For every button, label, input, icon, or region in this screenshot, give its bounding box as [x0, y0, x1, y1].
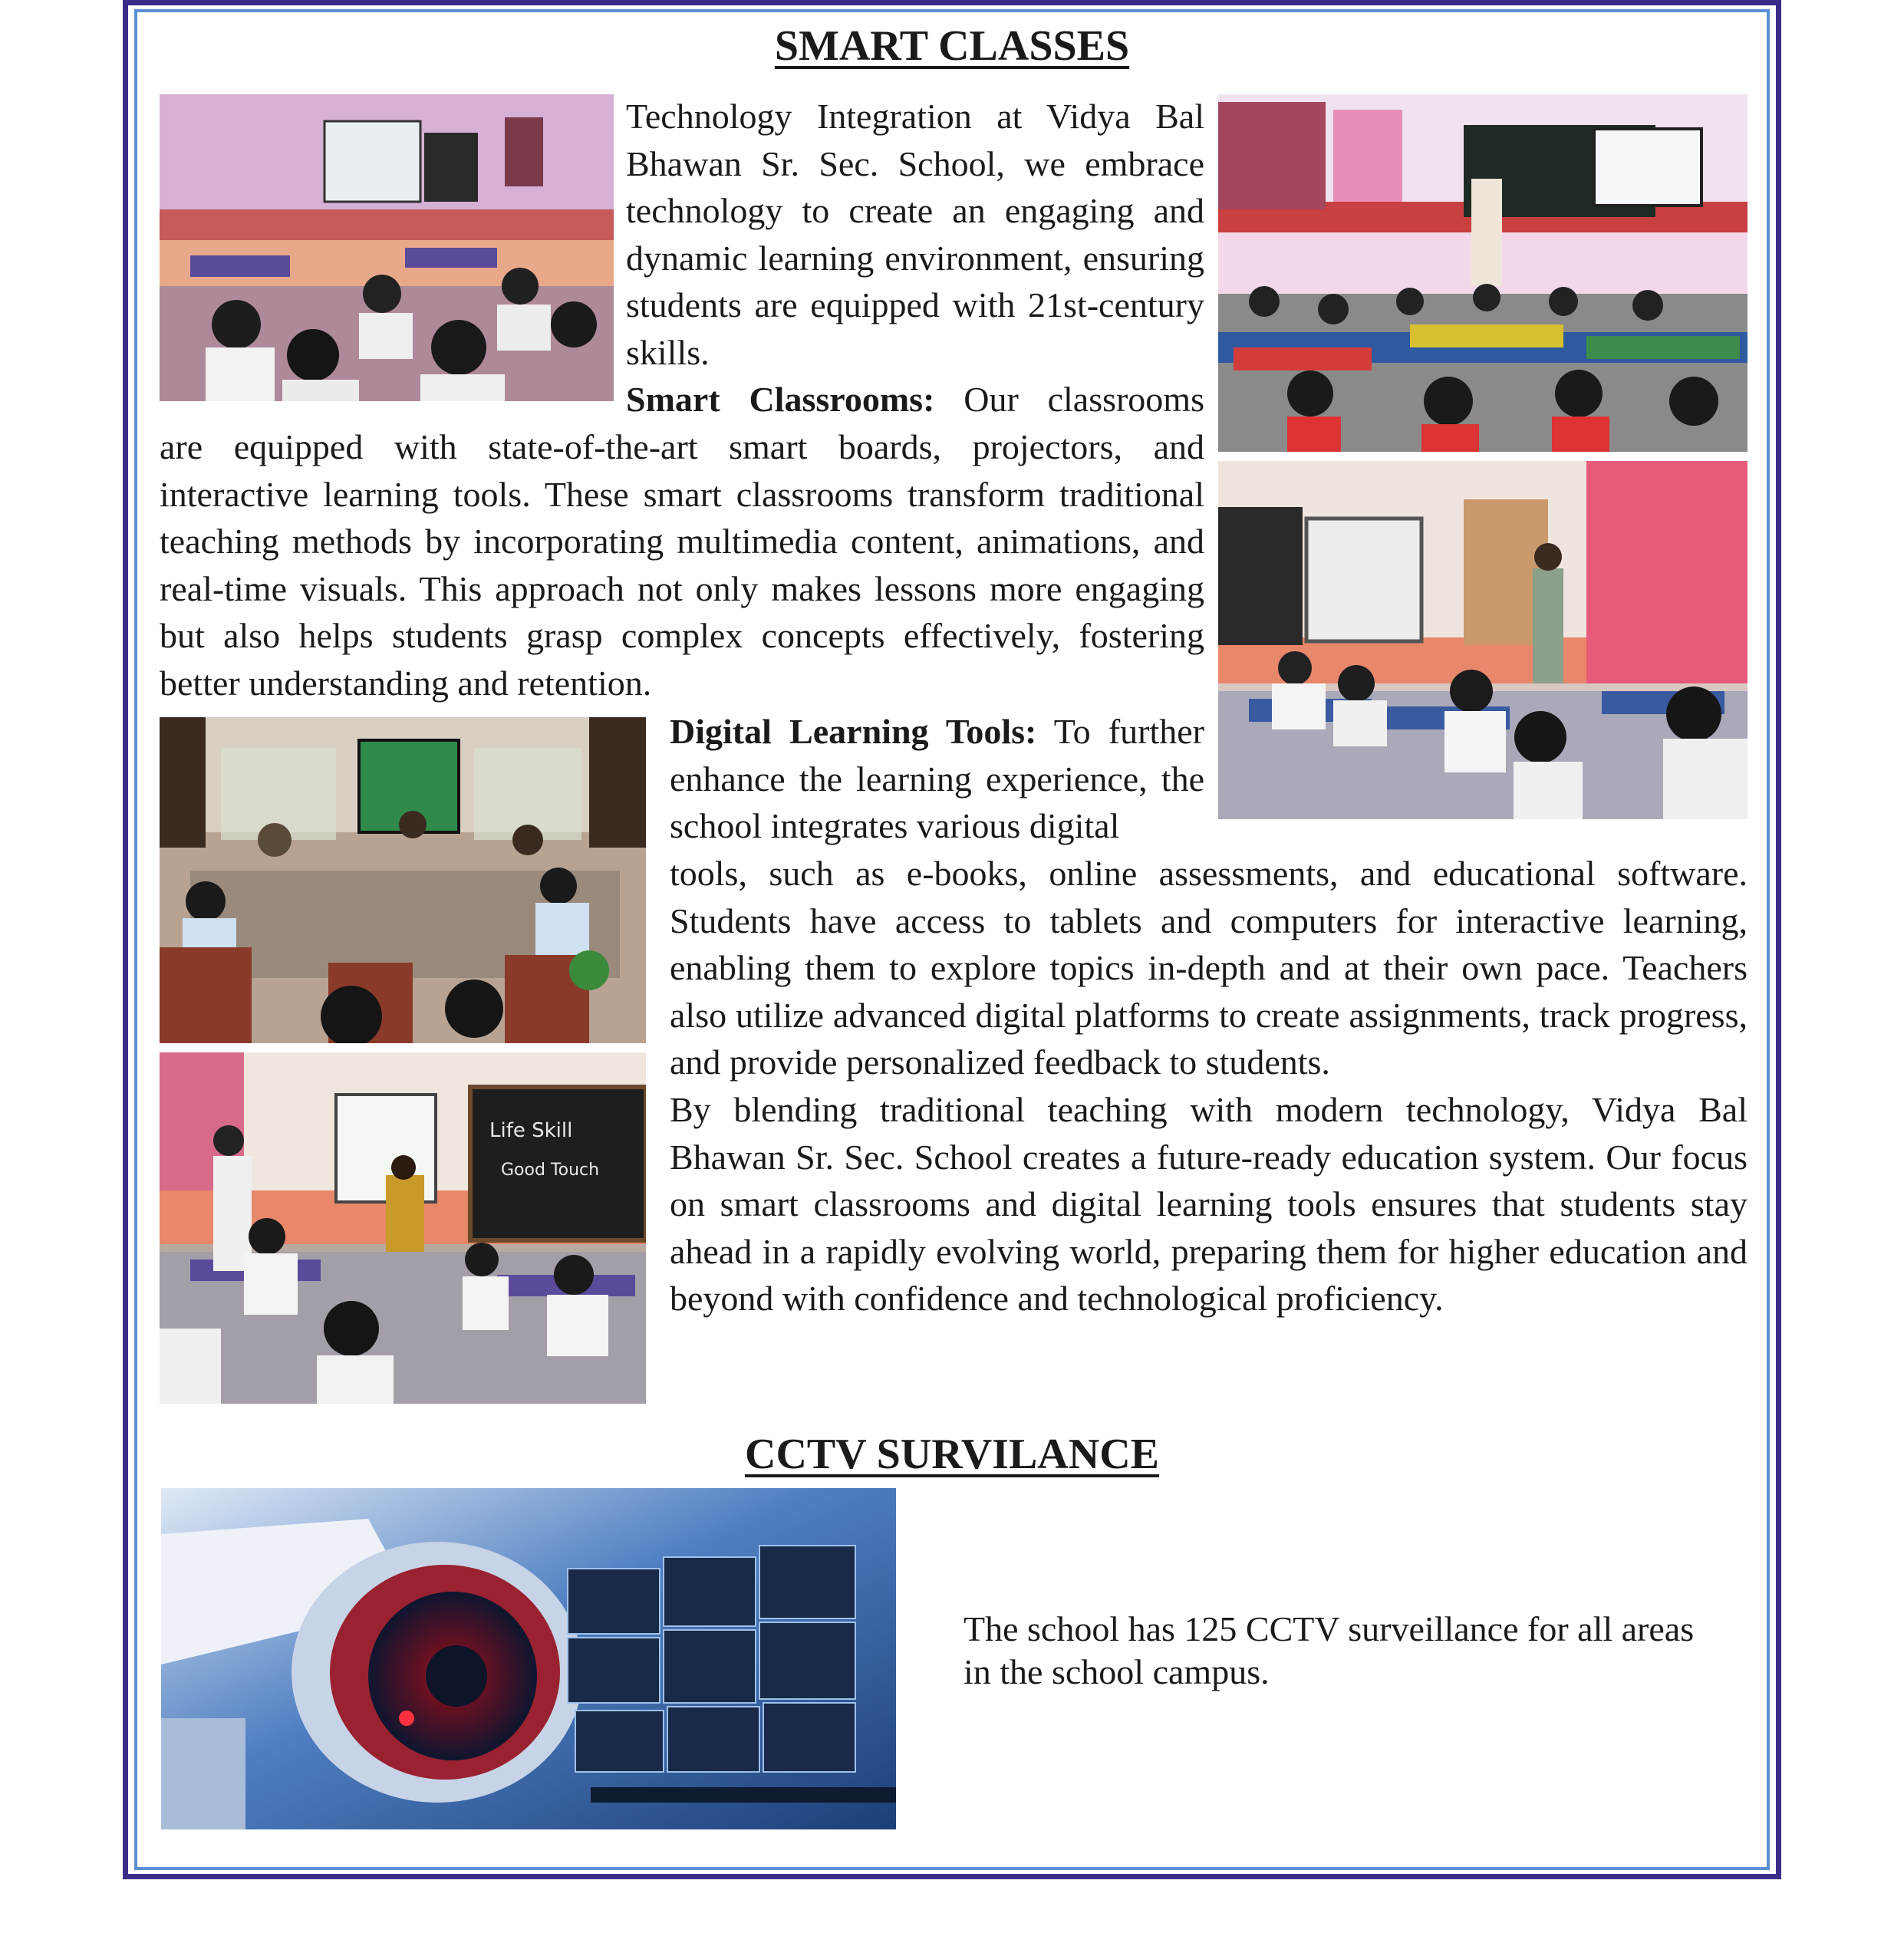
- conclusion-paragraph: By blending traditional teaching with modern technology, Vidya Bal Bhawan Sr. Sec. School creates a future-ready education system. Our focus on smart classrooms and digital learning tools ensures that students stay ahead in a rapidly evolving world, preparing them for higher education and beyond with confidence and technological proficiency.: [670, 1090, 1748, 1318]
- cctv-camera-monitors-image: [161, 1488, 896, 1829]
- smart-classes-title: SMART CLASSES: [774, 22, 1130, 70]
- smart-classrooms-paragraph: are equipped with state-of-the-art smart boards, projectors, and interactive learning tools. These smart classrooms transform traditional teaching methods by incorporating multimedia content, animations, and real-time visuals. This approach not only makes lessons more engaging but also helps students grasp complex concepts effectively, fostering better understanding and retention.: [160, 427, 1204, 703]
- svg-text:Good Touch: Good Touch: [501, 1161, 600, 1180]
- digital-tools-lead: [670, 708, 1204, 850]
- smart-classrooms-heading: Smart Classrooms:: [626, 380, 935, 419]
- classroom-curtains-photo: [1218, 461, 1748, 819]
- digital-tools-lead-text: To further enhance the learning experience, the school integrates various digital: [670, 712, 1204, 845]
- classroom-projector-photo: [160, 94, 614, 401]
- smart-classrooms-lead-text: Our classrooms: [964, 380, 1204, 419]
- intro-paragraph: Technology Integration at Vidya Bal Bhawan Sr. Sec. School, we embrace technology to create an engaging and dynamic learning environment, ensuring students are equipped with 21st-century skills.: [626, 97, 1204, 372]
- smart-classrooms-lead: [626, 376, 1204, 423]
- digital-lab-photo: [160, 717, 646, 1043]
- digital-tools-heading: Digital Learning Tools:: [670, 712, 1037, 751]
- cctv-title: CCTV SURVILANCE: [745, 1431, 1159, 1478]
- digital-tools-paragraph: tools, such as e-books, online assessments, and educational software. Students have access to tablets and computers for interactive learning, enabling them to explore topics in-depth and at their own pace. Teachers also utilize advanced digital platforms to create assignments, track progress, and provide personalized feedback to students.: [670, 854, 1748, 1082]
- svg-text:Life Skill: Life Skill: [489, 1119, 573, 1142]
- life-skill-class-photo: [160, 1052, 646, 1404]
- cctv-paragraph: The school has 125 CCTV surveillance for all areas in the school campus.: [964, 1609, 1695, 1691]
- primary-classroom-photo: [1218, 94, 1748, 452]
